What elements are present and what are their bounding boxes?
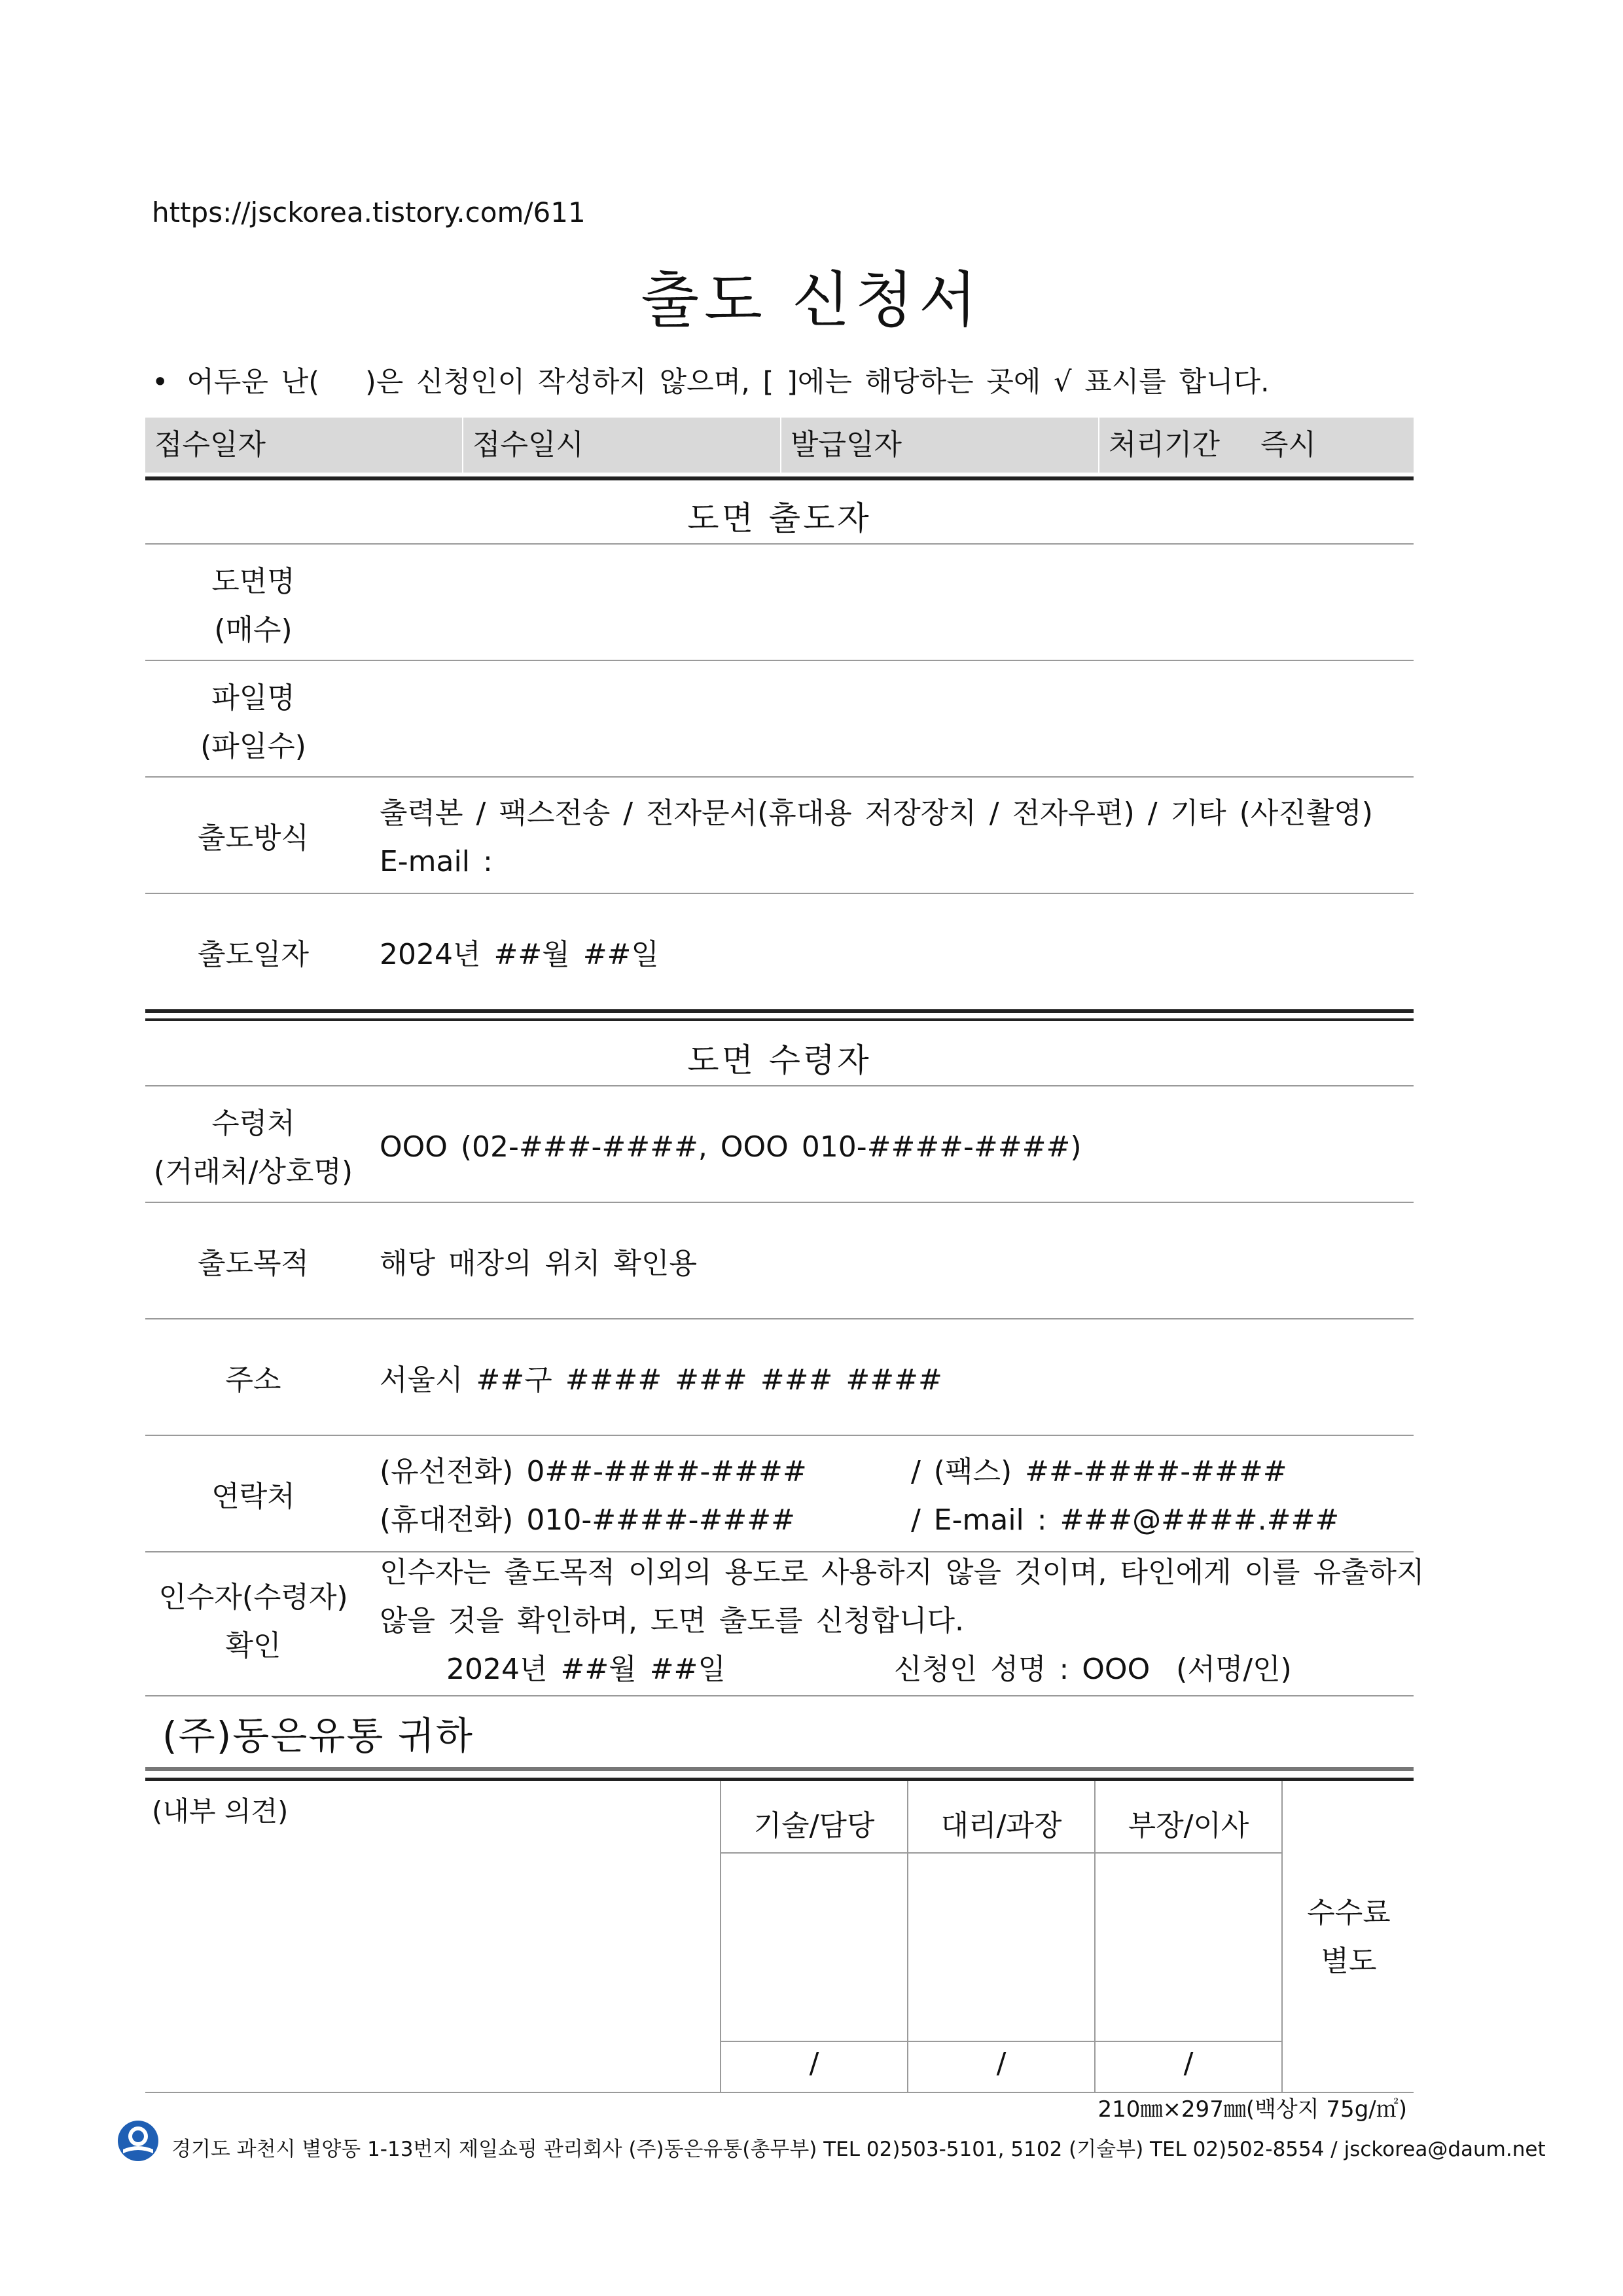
divider (145, 1778, 1414, 1781)
file-name-label: 파일명 (211, 681, 295, 715)
output-method-label: 출도방식 (197, 821, 309, 855)
approval-date-manager[interactable]: / (996, 2047, 1007, 2080)
output-email-field[interactable]: E-mail : (380, 845, 493, 878)
fee-label: 수수료 (1307, 1896, 1391, 1929)
confirmation-sublabel: 확인 (225, 1629, 281, 1662)
output-method-options[interactable]: 출력본 / 팩스전송 / 전자문서(휴대용 저장장치 / 전자우편) / 기타 (사진촬영) (380, 797, 1373, 830)
email-value[interactable]: / E-mail : ###@####.### (911, 1503, 1340, 1537)
reception-header-row (145, 418, 1414, 473)
source-url: https://jsckorea.tistory.com/611 (152, 196, 586, 228)
address-label: 주소 (225, 1363, 281, 1397)
divider (145, 1767, 1414, 1771)
contact-label: 연락처 (211, 1480, 295, 1513)
drawing-name-label: 도면명 (211, 565, 295, 598)
approval-date-technical[interactable]: / (809, 2047, 819, 2080)
approval-date-director[interactable]: / (1183, 2047, 1194, 2080)
applicant-signature[interactable]: 신청인 성명 : OOO (서명/인) (894, 1653, 1292, 1686)
confirmation-label: 인수자(수령자) (158, 1581, 348, 1614)
instruction-note (152, 360, 1270, 400)
note-part1: 어두운 난( (187, 366, 319, 399)
drawing-count-label: (매수) (214, 613, 293, 647)
output-date-label: 출도일자 (197, 938, 309, 971)
issue-date-cell: 발급일자 (791, 428, 902, 461)
addressee: (주)동은유통 귀하 (162, 1713, 474, 1758)
output-date-value[interactable]: 2024년 ##월 ##일 (380, 938, 659, 971)
recipient-label: 수령처 (211, 1107, 295, 1140)
section-recipient-title: 도면 수령자 (687, 1041, 872, 1079)
processing-period-label: 처리기간 (1109, 428, 1221, 461)
approval-sign-director[interactable] (1096, 1854, 1281, 2041)
company-logo-icon (116, 2119, 160, 2162)
divider (145, 1018, 1414, 1021)
landline-value[interactable]: (유선전화) 0##-####-#### (380, 1455, 807, 1488)
recipient-sublabel: (거래처/상호명) (153, 1155, 353, 1189)
fax-value[interactable]: / (팩스) ##-####-#### (911, 1455, 1287, 1488)
bullet-icon: • (152, 366, 169, 399)
recipient-value[interactable]: OOO (02-###-####, OOO 010-####-####) (380, 1130, 1082, 1164)
purpose-value[interactable]: 해당 매장의 위치 확인용 (380, 1247, 697, 1280)
confirmation-text-line1: 인수자는 출도목적 이외의 용도로 사용하지 않을 것이며, 타인에게 이를 유출하지 (380, 1556, 1425, 1589)
paper-spec: 210㎜×297㎜(백상지 75g/㎡) (1097, 2096, 1407, 2123)
approval-sign-technical[interactable] (720, 1854, 907, 2041)
processing-period-value: 즉시 (1260, 428, 1317, 461)
approval-col-manager: 대리/과장 (940, 1809, 1062, 1842)
file-count-label: (파일수) (200, 730, 306, 763)
approval-col-technical: 기술/담당 (753, 1809, 875, 1842)
footer-contact: 경기도 과천시 별양동 1-13번지 제일쇼핑 관리회사 (주)동은유통(총무부) TEL 02)503-5101, 5102 (기술부) TEL 02)502-8554 / jsckorea@daum.net (171, 2138, 1546, 2161)
approval-sign-manager[interactable] (908, 1854, 1094, 2041)
divider (145, 1009, 1414, 1013)
reception-time-cell: 접수일시 (473, 428, 584, 461)
divider (145, 476, 1414, 480)
confirmation-text-line2: 않을 것을 확인하며, 도면 출도를 신청합니다. (380, 1604, 964, 1638)
mobile-value[interactable]: (휴대전화) 010-####-#### (380, 1503, 796, 1537)
page-title: 출도 신청서 (641, 265, 982, 335)
address-value[interactable]: 서울시 ##구 #### ### ### #### (380, 1363, 942, 1397)
internal-opinion-label: (내부 의견) (152, 1795, 289, 1827)
approval-col-director: 부장/이사 (1128, 1809, 1249, 1842)
section-issuer-title: 도면 출도자 (687, 499, 872, 537)
reception-date-cell: 접수일자 (154, 428, 266, 461)
purpose-label: 출도목적 (197, 1247, 309, 1280)
application-date[interactable]: 2024년 ##월 ##일 (446, 1653, 726, 1686)
note-part2: )은 신청인이 작성하지 않으며, [ ]에는 해당하는 곳에 √ 표시를 합니다. (365, 366, 1270, 399)
fee-value: 별도 (1321, 1945, 1377, 1978)
